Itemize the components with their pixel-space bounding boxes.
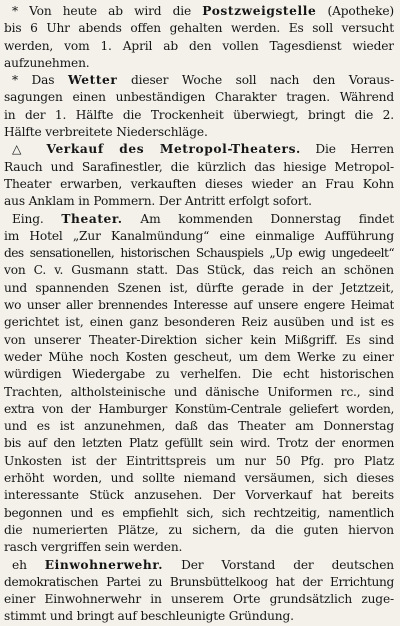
headline-theater: Theater. [61,211,123,226]
text-line: extra von der Hamburger Konstüm-Centrale geliefert worden, [4,401,394,416]
text-line: △ Verkauf des Metropol-Theaters. Die Herren [12,142,394,157]
text-line: aus Anklam in Pommern. Der Antritt erfolgt sofort. [4,194,312,209]
text-line: im Hotel „Zur Kanalmündung“ eine einmalige Aufführung [4,228,394,243]
text-line: sagungen einen unbeständigen Charakter tragen. Während [4,90,394,105]
keyword-wetter: Wetter [67,73,118,88]
text-line: einer Einwohnerwehr in unserem Orte grundsätzlich zuge- [4,592,394,607]
text-line: Eing. Theater. Am kommenden Donnerstag findet [12,211,394,226]
text-line: Theater erwarben, verkauften dieses wieder an Frau Kohn [4,176,394,191]
text-line: Trachten, altholsteinische und dänische Uniformen rc., sind [4,384,394,399]
text-line: Unkosten ist der Eintrittspreis um nur 50 Pfg. pro Platz [4,453,394,468]
text-line: von unserer Theater-Direktion sicher kein Mißgriff. Es sind [4,332,394,347]
headline-verkauf-metropol-theater: Verkauf des Metropol-Theaters. [46,142,301,157]
text-line: die numerierten Plätze, zu sichern, da die guten hiervon [4,522,394,537]
paragraph-theater [4,211,394,557]
text-line: * Das Wetter dieser Woche soll nach den Voraus- [12,73,394,88]
text-line: erhöht worden, und sollte niemand versäumen, sich dieses [4,471,394,486]
text-line: aufzunehmen. [4,55,90,70]
text-line: Hälfte verbreitete Niederschläge. [4,125,208,140]
text-line: eh Einwohnerwehr. Der Vorstand der deutschen [12,557,394,572]
paragraph-metropol-theater [4,141,394,210]
keyword-postzweigstelle: Postzweigstelle [202,4,317,18]
paragraph-einwohnerwehr [4,557,394,626]
text-line: begonnen und es empfiehlt sich, sich rechtzeitig, namentlich [4,505,394,520]
text-line: weder Mühe noch Kosten gescheut, um dem Werke zu einer [4,349,394,364]
text-line: demokratischen Partei zu Brunsbüttelkoog hat der Errichtung [4,574,394,589]
text-line: * Von heute ab wird die Postzweigstelle (Apotheke) [12,4,394,18]
paragraph-wetter [4,72,394,141]
text-line: wo unser aller brennendes Interesse auf unsere engere Heimat [4,298,394,313]
text-line: und es ist anzunehmen, daß das Theater am Donnerstag [4,419,394,434]
text-line: bis auf den letzten Platz gefüllt sein wird. Trotz der enormen [4,436,394,451]
text-line: interessante Stück anzusehen. Der Vorverkauf hat bereits [4,488,394,503]
text-line: gerichtet ist, einen ganz besonderen Reiz ausüben und ist es [4,315,394,330]
text-line: des sensationellen, historischen Schauspiels „Up ewig ungedeelt“ [4,246,394,261]
text-line: in der 1. Hälfte die Trockenheit überwiegt, bringt die 2. [4,107,394,122]
headline-einwohnerwehr: Einwohnerwehr. [44,557,164,572]
text-line: von C. v. Gusmann statt. Das Stück, das reich an schönen [4,263,394,278]
text-line: stimmt und bringt auf beschleunigte Gründung. [4,609,294,624]
text-line: bis 6 Uhr abends offen gehalten werden. Es soll versucht [4,21,394,36]
text-line: Rauch und Sarafinestler, die kürzlich das hiesige Metropol- [4,159,394,174]
text-line: würdigen Wiedergabe zu verhelfen. Die echt historischen [4,367,394,382]
text-line: rasch vergriffen sein werden. [4,540,183,555]
text-line: werden, vom 1. April ab den vollen Tagesdienst wieder [4,38,394,53]
paragraph-postzweigstelle [4,3,394,72]
text-line: und spannenden Szenen ist, dürfte gerade in der Jetztzeit, [4,280,394,295]
